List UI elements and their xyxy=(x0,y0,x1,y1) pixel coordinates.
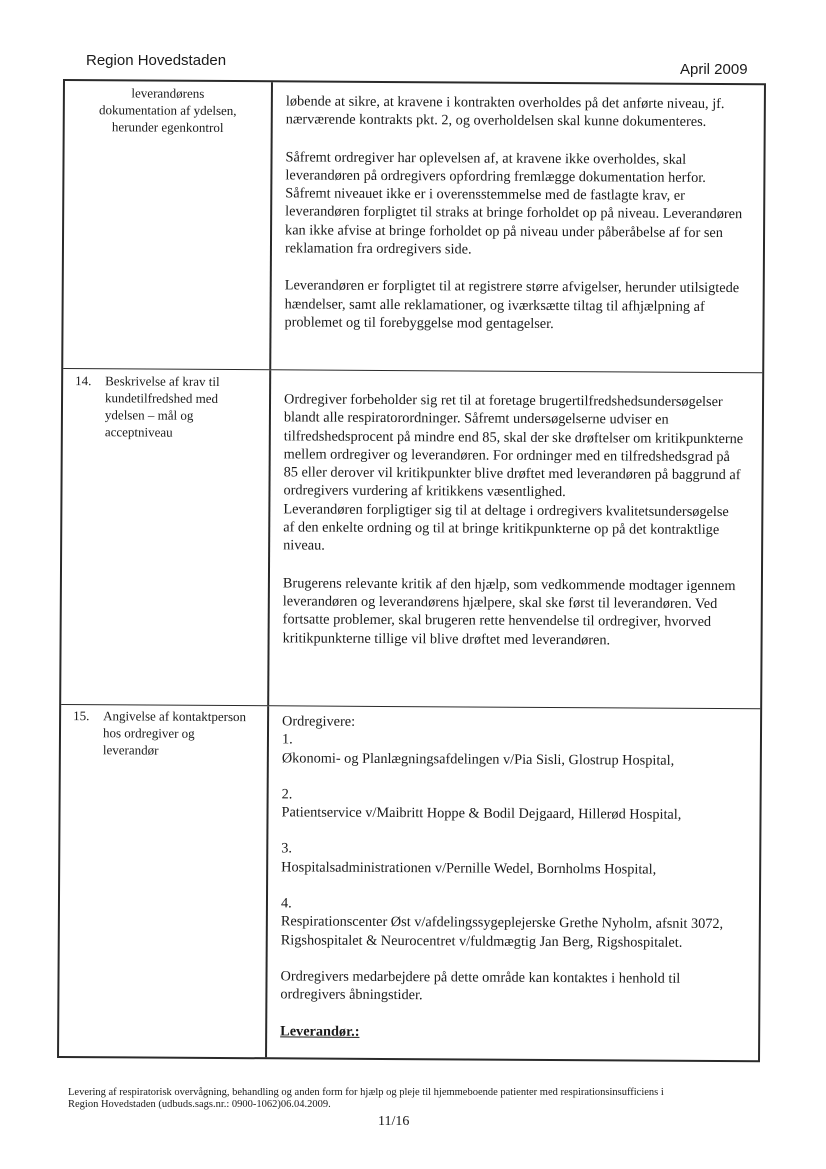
row-15-number: 15. xyxy=(73,708,90,724)
contact-number: 2. xyxy=(281,786,293,803)
supplier-heading: Leverandør.: xyxy=(280,1022,360,1040)
row-14-paragraph: Leverandøren forpligtiger sig til at deltage i ordregivers kvalitetsundersøgelse af den enkelte ordning og til at bringe kritikpunkterne op på det kontraktlige niveau. xyxy=(283,501,729,554)
table-row-13 xyxy=(63,81,764,373)
row-13-paragraph: løbende at sikre, at kravene i kontrakten overholdes på det anførte niveau, jf. nærværende kontrakts pkt. 2, og overholdelsen skal kunne dokumenteres. xyxy=(285,93,725,131)
footer-text: Levering af respiratorisk overvågning, behandling og anden form for hjælp og pleje til hjemmeboende patienter med respirationsinsufficiens i Region Hovedstaden (udbuds.sags.nr.: 0900-1062)06.04.2009. xyxy=(68,1087,664,1110)
table-row-15 xyxy=(59,705,760,1060)
row-13-label-cell xyxy=(63,81,273,369)
row-15-label-cell xyxy=(59,705,269,1057)
row-13-label xyxy=(69,84,267,136)
row-15-content-cell xyxy=(267,706,760,1060)
contact-entry: Økonomi- og Planlægningsafdelingen v/Pia Sisli, Glostrup Hospital, xyxy=(281,749,675,769)
contact-entry: Hospitalsadministrationen v/Pernille Wedel, Bornholms Hospital, xyxy=(281,859,657,878)
row-15-label: Angivelse af kontaktperson hos ordregiver og leverandør xyxy=(102,708,247,758)
row-14-paragraph: Ordregiver forbeholder sig ret til at foretage brugertilfredshedsundersøgelser blandt alle respiratorordninger. Såfremt undersøgelserne udviser en tilfredshedsprocent på mindre end 85, skal der ske drøftelser om kritikpunkterne mellem ordregiver og leverandøren. For ordninger med en tilfredshedsgrad på 85 eller derover vil kritikpunkter blive drøftet med leverandøren på baggrund af ordregivers vurdering af kritikkens væsentlighed. xyxy=(283,391,744,501)
row-14-content-cell xyxy=(269,370,762,708)
row-13-content-cell xyxy=(271,82,764,372)
contacts-heading: Ordregivere: xyxy=(282,713,356,730)
requirements-table xyxy=(57,79,766,1062)
header-date: April 2009 xyxy=(680,61,748,78)
contact-entry: Respirationscenter Øst v/afdelingssygeplejerske Grethe Nyholm, afsnit 3072, Rigshospitalet & Neurocentret v/fuldmægtig Jan Berg, Rigshospitalet. xyxy=(280,913,724,951)
row-13-paragraph: Leverandøren er forpligtet til at registrere større afvigelser, herunder utilsigtede hændelser, samt alle reklamationer, og iværksætte tiltag til afhjælpning af problemet og til forebyggelse mod gentagelser. xyxy=(284,277,740,332)
header-region: Region Hovedstaden xyxy=(86,52,227,69)
row-14-paragraph: Brugerens relevante kritik af den hjælp, som vedkommende modtager igennem leverandøren og leverandørens hjælpere, skal ske først til leverandøren. Ved fortsatte problemer, skal brugeren rette henvendelse til ordregiver, hvorved kritikpunkterne tillige vil blive drøftet med leverandøren. xyxy=(282,575,736,648)
contacts-closing: Ordregivers medarbejdere på dette område kan kontaktes i henhold til ordregivers åbningstider. xyxy=(280,968,681,1004)
row-14-number: 14. xyxy=(75,373,92,389)
row-14-label: Beskrivelse af krav til kundetilfredshed med ydelsen – mål og acceptniveau xyxy=(104,373,220,440)
contact-entry: Patientservice v/Maibritt Hoppe & Bodil Dejgaard, Hillerød Hospital, xyxy=(281,804,682,823)
row-13-label-line: dokumentation af ydelsen, xyxy=(98,102,237,119)
page-number: 11/16 xyxy=(378,1114,410,1129)
row-14-label-cell xyxy=(61,369,271,705)
row-13-label-line: herunder egenkontrol xyxy=(111,119,224,135)
table-row-14 xyxy=(61,369,762,709)
contact-number: 4. xyxy=(280,895,292,912)
contact-number: 1. xyxy=(281,731,293,748)
contact-number: 3. xyxy=(281,840,293,857)
row-13-paragraph: Såfremt ordregiver har oplevelsen af, at kravene ikke overholdes, skal leverandøren på ordregivers opfordring fremlægge dokumentation herfor. Såfremt niveauet ikke er i overensstemmelse med de fastlagte krav, er leverandøren forpligtet til straks at bringe forholdet op på niveau. Leverandøren kan ikke afvise at bringe forholdet op på niveau under påberåbelse af for sen reklamation fra ordregivers side. xyxy=(284,148,743,258)
row-13-label-line: leverandørens xyxy=(131,85,205,101)
